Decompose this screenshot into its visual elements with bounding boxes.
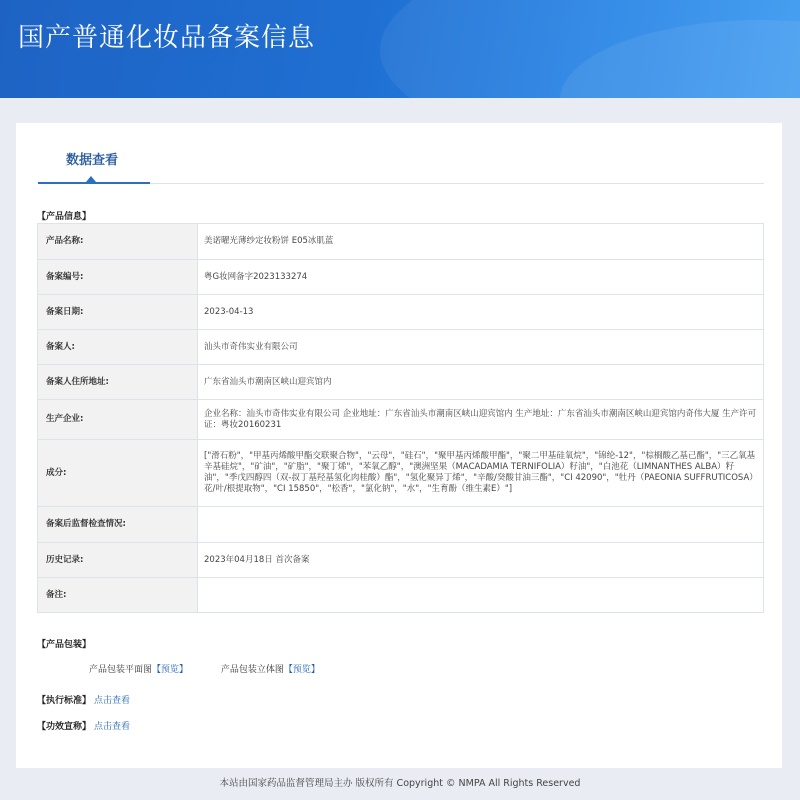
header-banner <box>0 0 800 98</box>
product-info-table <box>37 223 764 613</box>
field-label: 备案编号: <box>38 260 198 295</box>
field-label: 备注: <box>38 578 198 613</box>
efficacy-view-link[interactable]: 点击查看 <box>94 722 131 732</box>
field-label: 历史记录: <box>38 543 198 578</box>
field-label: 备案人: <box>38 330 198 365</box>
table-row <box>38 543 764 578</box>
package-3d-preview-link[interactable]: 【预览】 <box>283 665 320 675</box>
field-value: 企业名称：汕头市奇伟实业有限公司 企业地址：广东省汕头市潮南区峡山迎宾馆内 生产地址：广东省汕头市潮南区峡山迎宾馆内奇伟大厦 生产许可证：粤妆20160231 <box>198 400 764 440</box>
standard-view-link[interactable]: 点击查看 <box>94 696 131 706</box>
field-label: 生产企业: <box>38 400 198 440</box>
field-value: 美诺曜光薄纱定妆粉饼 E05冰肌蓝 <box>198 224 764 260</box>
table-row <box>38 365 764 400</box>
package-flat-item <box>89 662 188 675</box>
package-3d-item <box>221 662 320 675</box>
field-label: 成分: <box>38 440 198 507</box>
efficacy-heading: 【功效宣称】 <box>37 722 92 732</box>
table-row <box>38 507 764 543</box>
table-row <box>38 260 764 295</box>
footer-copyright: 本站由国家药品监督管理局主办 版权所有 Copyright © NMPA All Rights Reserved <box>219 778 581 789</box>
field-label: 产品名称: <box>38 224 198 260</box>
table-row <box>38 440 764 507</box>
table-row <box>38 224 764 260</box>
field-label: 备案人住所地址: <box>38 365 198 400</box>
content-panel <box>16 123 782 768</box>
table-row <box>38 400 764 440</box>
standard-row <box>37 693 130 706</box>
field-value <box>198 578 764 613</box>
field-value: 汕头市奇伟实业有限公司 <box>198 330 764 365</box>
field-value: 2023-04-13 <box>198 295 764 330</box>
tab-arrow-icon <box>86 176 96 182</box>
tab-active-indicator <box>38 182 150 184</box>
tab-data-view[interactable]: 数据查看 <box>66 153 119 168</box>
product-info-heading: 【产品信息】 <box>37 212 92 222</box>
field-value <box>198 507 764 543</box>
efficacy-row <box>37 719 130 732</box>
field-value: 2023年04月18日 首次备案 <box>198 543 764 578</box>
page-title: 国产普通化妆品备案信息 <box>18 23 316 53</box>
field-label: 备案日期: <box>38 295 198 330</box>
field-value: 粤G妆网备字2023133274 <box>198 260 764 295</box>
field-label: 备案后监督检查情况: <box>38 507 198 543</box>
field-value: 广东省汕头市潮南区峡山迎宾馆内 <box>198 365 764 400</box>
standard-heading: 【执行标准】 <box>37 696 92 706</box>
package-flat-label: 产品包装平面图 <box>89 665 153 675</box>
package-heading: 【产品包装】 <box>37 640 92 650</box>
package-links <box>89 662 350 675</box>
field-value: ["滑石粉"，"甲基丙烯酸甲酯交联聚合物"，"云母"，"硅石"，"聚甲基丙烯酸甲酯"，"聚二甲基硅氧烷"，"锦纶-12"，"棕榈酸乙基己酯"，"三乙氧基辛基硅烷"，"矿油"，"矿脂"，"聚丁烯"，"苯氧乙醇"，"澳洲坚果（MACADAMIA TERNIFOLIA）籽油"，"白池花（LIMNANTHES ALBA）籽油"，"季戊四醇四（双-叔丁基羟基氢化肉桂酸）酯"，"氢化聚异丁烯"，"辛酸/癸酸甘油三酯"，"CI 42090"，"牡丹（PAEONIA SUFFRUTICOSA）花/叶/根提取物"，"CI 15850"，"松香"，"氯化钠"，"水"，"生育酚（维生素E）"] <box>198 440 764 507</box>
package-3d-label: 产品包装立体图 <box>220 665 284 675</box>
package-flat-preview-link[interactable]: 【预览】 <box>152 665 189 675</box>
table-row <box>38 330 764 365</box>
table-row <box>38 295 764 330</box>
table-row <box>38 578 764 613</box>
